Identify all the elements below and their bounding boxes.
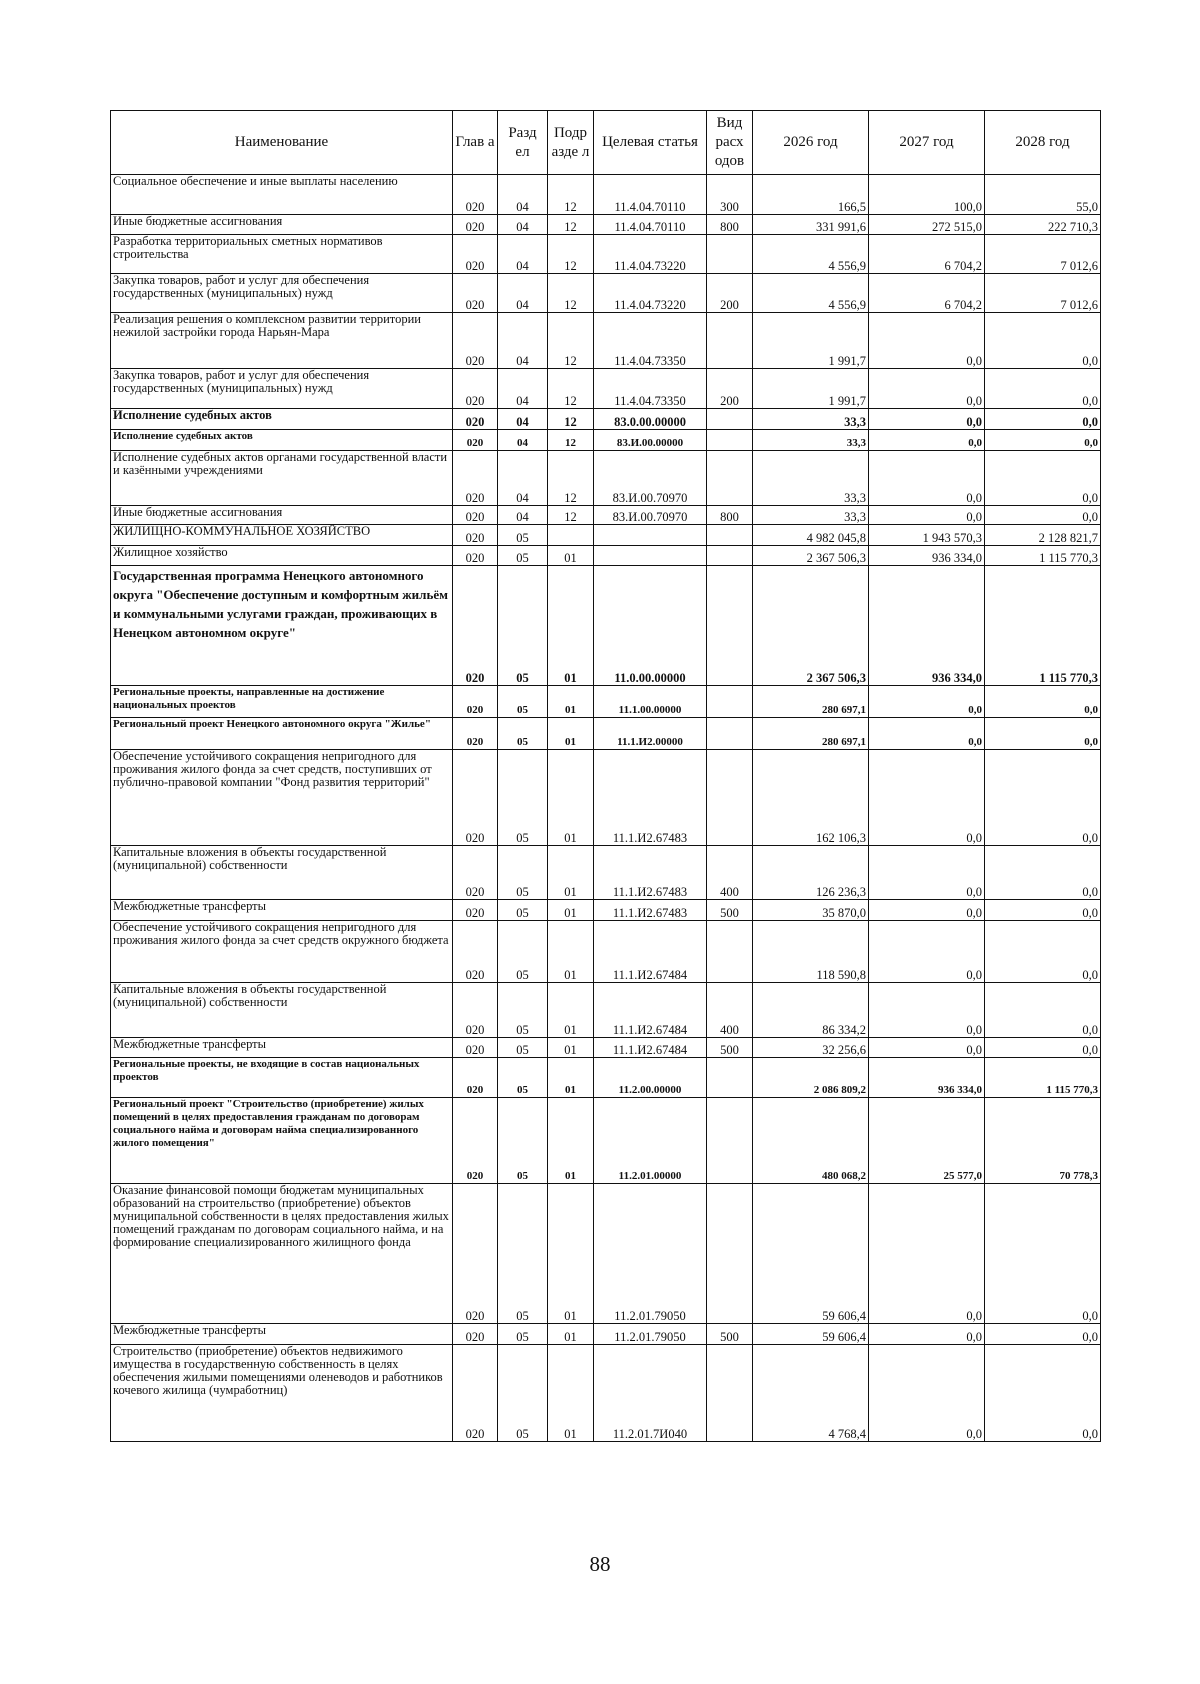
cell-razdel: 05 — [498, 718, 548, 750]
cell-expense-type — [707, 409, 753, 430]
header-year-2027: 2027 год — [869, 111, 985, 175]
table-row — [111, 1345, 1101, 1442]
cell-razdel: 04 — [498, 175, 548, 215]
table-row — [111, 900, 1101, 921]
cell-target-article: 83.И.00.70970 — [594, 451, 707, 506]
cell-year-2027: 0,0 — [869, 369, 985, 409]
cell-year-2028: 0,0 — [985, 718, 1101, 750]
cell-expense-type — [707, 1098, 753, 1184]
cell-year-2026: 280 697,1 — [753, 686, 869, 718]
cell-glava: 020 — [453, 430, 498, 451]
cell-year-2028: 0,0 — [985, 846, 1101, 900]
cell-target-article: 11.1.И2.00000 — [594, 718, 707, 750]
cell-name: Иные бюджетные ассигнования — [111, 215, 453, 235]
cell-target-article: 11.2.01.79050 — [594, 1184, 707, 1324]
header-expense-type: Вид расх одов — [707, 111, 753, 175]
cell-expense-type — [707, 566, 753, 686]
cell-year-2026: 480 068,2 — [753, 1098, 869, 1184]
table-row — [111, 546, 1101, 566]
cell-year-2028: 0,0 — [985, 983, 1101, 1038]
cell-expense-type: 400 — [707, 983, 753, 1038]
cell-target-article: 11.2.00.00000 — [594, 1058, 707, 1098]
cell-year-2026: 32 256,6 — [753, 1038, 869, 1058]
cell-year-2028: 0,0 — [985, 430, 1101, 451]
cell-year-2027: 0,0 — [869, 983, 985, 1038]
cell-year-2028: 1 115 770,3 — [985, 546, 1101, 566]
cell-target-article: 11.1.И2.67483 — [594, 750, 707, 846]
cell-year-2027: 0,0 — [869, 1345, 985, 1442]
cell-target-article — [594, 546, 707, 566]
cell-glava: 020 — [453, 1098, 498, 1184]
cell-name: Межбюджетные трансферты — [111, 1324, 453, 1345]
cell-year-2027: 0,0 — [869, 409, 985, 430]
cell-name: Капитальные вложения в объекты государственной (муниципальной) собственности — [111, 846, 453, 900]
cell-podrazdel: 01 — [548, 900, 594, 921]
cell-year-2028: 0,0 — [985, 1184, 1101, 1324]
cell-name: Исполнение судебных актов органами государственной власти и казёнными учреждениями — [111, 451, 453, 506]
cell-year-2027: 100,0 — [869, 175, 985, 215]
table-row — [111, 921, 1101, 983]
cell-expense-type — [707, 235, 753, 274]
cell-year-2028: 7 012,6 — [985, 274, 1101, 313]
cell-target-article: 11.4.04.70110 — [594, 215, 707, 235]
cell-expense-type — [707, 686, 753, 718]
cell-name: Региональный проект Ненецкого автономного округа "Жилье" — [111, 718, 453, 750]
cell-name: Разработка территориальных сметных нормативов строительства — [111, 235, 453, 274]
cell-podrazdel: 01 — [548, 921, 594, 983]
cell-year-2028: 0,0 — [985, 921, 1101, 983]
table-row — [111, 846, 1101, 900]
cell-expense-type — [707, 430, 753, 451]
cell-podrazdel: 01 — [548, 1038, 594, 1058]
cell-year-2026: 1 991,7 — [753, 369, 869, 409]
header-glava: Глав а — [453, 111, 498, 175]
cell-glava: 020 — [453, 718, 498, 750]
page-number: 88 — [589, 1552, 611, 1576]
cell-podrazdel: 01 — [548, 1324, 594, 1345]
cell-glava: 020 — [453, 369, 498, 409]
cell-target-article: 11.2.01.7И040 — [594, 1345, 707, 1442]
cell-expense-type: 500 — [707, 1324, 753, 1345]
cell-year-2028: 55,0 — [985, 175, 1101, 215]
table-row — [111, 274, 1101, 313]
cell-name: Обеспечение устойчивого сокращения непригодного для проживания жилого фонда за счет средств, поступивших от публично-правовой компании "Фонд развития территорий" — [111, 750, 453, 846]
cell-glava: 020 — [453, 846, 498, 900]
cell-target-article: 83.И.00.70970 — [594, 506, 707, 525]
header-year-2026: 2026 год — [753, 111, 869, 175]
cell-year-2028: 0,0 — [985, 686, 1101, 718]
cell-razdel: 04 — [498, 409, 548, 430]
cell-razdel: 05 — [498, 686, 548, 718]
cell-name: Исполнение судебных актов — [111, 430, 453, 451]
cell-podrazdel: 12 — [548, 215, 594, 235]
cell-razdel: 04 — [498, 506, 548, 525]
cell-expense-type — [707, 1345, 753, 1442]
cell-name: Региональные проекты, направленные на достижение национальных проектов — [111, 686, 453, 718]
cell-year-2028: 0,0 — [985, 506, 1101, 525]
cell-expense-type: 800 — [707, 215, 753, 235]
cell-year-2027: 0,0 — [869, 1324, 985, 1345]
cell-year-2028: 0,0 — [985, 900, 1101, 921]
cell-name: Исполнение судебных актов — [111, 409, 453, 430]
cell-year-2028: 7 012,6 — [985, 235, 1101, 274]
cell-name: Межбюджетные трансферты — [111, 1038, 453, 1058]
cell-year-2027: 0,0 — [869, 921, 985, 983]
cell-year-2026: 59 606,4 — [753, 1184, 869, 1324]
cell-glava: 020 — [453, 1058, 498, 1098]
header-target-article: Целевая статья — [594, 111, 707, 175]
cell-name: Реализация решения о комплексном развитии территории нежилой застройки города Нарьян-Мара — [111, 313, 453, 369]
cell-name: ЖИЛИЩНО-КОММУНАЛЬНОЕ ХОЗЯЙСТВО — [111, 525, 453, 546]
table-row — [111, 750, 1101, 846]
cell-razdel: 05 — [498, 1038, 548, 1058]
cell-podrazdel: 01 — [548, 846, 594, 900]
cell-podrazdel: 12 — [548, 313, 594, 369]
cell-podrazdel: 12 — [548, 235, 594, 274]
cell-glava: 020 — [453, 1184, 498, 1324]
cell-year-2027: 936 334,0 — [869, 1058, 985, 1098]
table-row — [111, 451, 1101, 506]
cell-target-article: 11.0.00.00000 — [594, 566, 707, 686]
cell-glava: 020 — [453, 175, 498, 215]
cell-year-2027: 1 943 570,3 — [869, 525, 985, 546]
cell-glava: 020 — [453, 686, 498, 718]
cell-podrazdel: 12 — [548, 175, 594, 215]
cell-razdel: 05 — [498, 750, 548, 846]
cell-year-2027: 0,0 — [869, 686, 985, 718]
cell-razdel: 04 — [498, 430, 548, 451]
cell-podrazdel: 01 — [548, 718, 594, 750]
cell-year-2026: 2 367 506,3 — [753, 546, 869, 566]
cell-glava: 020 — [453, 409, 498, 430]
cell-year-2026: 33,3 — [753, 506, 869, 525]
cell-expense-type: 500 — [707, 1038, 753, 1058]
cell-year-2027: 0,0 — [869, 846, 985, 900]
cell-year-2027: 0,0 — [869, 750, 985, 846]
cell-target-article — [594, 525, 707, 546]
cell-glava: 020 — [453, 983, 498, 1038]
cell-year-2026: 86 334,2 — [753, 983, 869, 1038]
cell-year-2026: 4 768,4 — [753, 1345, 869, 1442]
cell-razdel: 04 — [498, 313, 548, 369]
table-row — [111, 718, 1101, 750]
cell-podrazdel: 01 — [548, 1098, 594, 1184]
cell-name: Жилищное хозяйство — [111, 546, 453, 566]
cell-razdel: 05 — [498, 921, 548, 983]
cell-year-2026: 280 697,1 — [753, 718, 869, 750]
cell-glava: 020 — [453, 1324, 498, 1345]
table-row — [111, 215, 1101, 235]
table-row — [111, 1038, 1101, 1058]
cell-podrazdel: 01 — [548, 1184, 594, 1324]
cell-glava: 020 — [453, 506, 498, 525]
table-row — [111, 1184, 1101, 1324]
cell-razdel: 04 — [498, 451, 548, 506]
cell-name: Капитальные вложения в объекты государственной (муниципальной) собственности — [111, 983, 453, 1038]
cell-year-2026: 166,5 — [753, 175, 869, 215]
cell-podrazdel: 12 — [548, 430, 594, 451]
cell-year-2028: 0,0 — [985, 1345, 1101, 1442]
cell-year-2028: 1 115 770,3 — [985, 1058, 1101, 1098]
cell-year-2028: 0,0 — [985, 313, 1101, 369]
cell-podrazdel: 01 — [548, 566, 594, 686]
cell-name: Государственная программа Ненецкого автономного округа "Обеспечение доступным и комфортным жильём и коммунальными услугами граждан, проживающих в Ненецком автономном округе" — [111, 566, 453, 686]
cell-target-article: 11.2.01.79050 — [594, 1324, 707, 1345]
table-row — [111, 369, 1101, 409]
cell-glava: 020 — [453, 1038, 498, 1058]
cell-target-article: 11.4.04.70110 — [594, 175, 707, 215]
table-row — [111, 235, 1101, 274]
cell-year-2026: 162 106,3 — [753, 750, 869, 846]
cell-year-2027: 0,0 — [869, 900, 985, 921]
cell-year-2026: 2 086 809,2 — [753, 1058, 869, 1098]
cell-year-2026: 33,3 — [753, 451, 869, 506]
cell-name: Межбюджетные трансферты — [111, 900, 453, 921]
cell-year-2028: 70 778,3 — [985, 1098, 1101, 1184]
cell-target-article: 83.0.00.00000 — [594, 409, 707, 430]
budget-table — [110, 110, 1101, 1442]
cell-year-2028: 1 115 770,3 — [985, 566, 1101, 686]
cell-razdel: 04 — [498, 369, 548, 409]
cell-year-2026: 4 556,9 — [753, 274, 869, 313]
cell-target-article: 11.1.И2.67484 — [594, 921, 707, 983]
header-name: Наименование — [111, 111, 453, 175]
cell-year-2028: 0,0 — [985, 369, 1101, 409]
cell-name: Оказание финансовой помощи бюджетам муниципальных образований на строительство (приобретение) объектов муниципальной собственности в целях предоставления жилых помещений гражданам по договорам социального найма, и на формирование специализированного жилищного фонда — [111, 1184, 453, 1324]
cell-name: Закупка товаров, работ и услуг для обеспечения государственных (муниципальных) нужд — [111, 274, 453, 313]
cell-podrazdel: 01 — [548, 1058, 594, 1098]
cell-year-2028: 0,0 — [985, 1324, 1101, 1345]
cell-podrazdel — [548, 525, 594, 546]
cell-year-2027: 272 515,0 — [869, 215, 985, 235]
cell-year-2026: 33,3 — [753, 430, 869, 451]
table-row — [111, 1324, 1101, 1345]
cell-year-2027: 936 334,0 — [869, 566, 985, 686]
table-row — [111, 506, 1101, 525]
cell-year-2026: 126 236,3 — [753, 846, 869, 900]
cell-expense-type — [707, 451, 753, 506]
cell-podrazdel: 01 — [548, 546, 594, 566]
cell-name: Обеспечение устойчивого сокращения непригодного для проживания жилого фонда за счет средств окружного бюджета — [111, 921, 453, 983]
cell-year-2027: 0,0 — [869, 506, 985, 525]
cell-target-article: 11.1.00.00000 — [594, 686, 707, 718]
cell-razdel: 05 — [498, 566, 548, 686]
cell-year-2028: 0,0 — [985, 750, 1101, 846]
cell-razdel: 05 — [498, 1058, 548, 1098]
cell-year-2027: 0,0 — [869, 313, 985, 369]
cell-year-2028: 0,0 — [985, 1038, 1101, 1058]
cell-expense-type — [707, 1058, 753, 1098]
cell-year-2028: 2 128 821,7 — [985, 525, 1101, 546]
cell-podrazdel: 12 — [548, 451, 594, 506]
cell-glava: 020 — [453, 215, 498, 235]
cell-year-2028: 0,0 — [985, 409, 1101, 430]
table-header-row — [111, 111, 1101, 175]
table-body — [111, 175, 1101, 1442]
cell-target-article: 11.1.И2.67483 — [594, 900, 707, 921]
cell-year-2028: 222 710,3 — [985, 215, 1101, 235]
cell-year-2027: 0,0 — [869, 451, 985, 506]
cell-razdel: 04 — [498, 215, 548, 235]
cell-expense-type: 400 — [707, 846, 753, 900]
cell-year-2026: 331 991,6 — [753, 215, 869, 235]
cell-glava: 020 — [453, 313, 498, 369]
cell-razdel: 05 — [498, 1324, 548, 1345]
table-row — [111, 313, 1101, 369]
table-row — [111, 430, 1101, 451]
cell-razdel: 05 — [498, 1345, 548, 1442]
cell-glava: 020 — [453, 546, 498, 566]
cell-target-article: 11.2.01.00000 — [594, 1098, 707, 1184]
cell-razdel: 05 — [498, 546, 548, 566]
cell-expense-type — [707, 313, 753, 369]
cell-expense-type — [707, 525, 753, 546]
cell-name: Иные бюджетные ассигнования — [111, 506, 453, 525]
cell-name: Закупка товаров, работ и услуг для обеспечения государственных (муниципальных) нужд — [111, 369, 453, 409]
cell-razdel: 04 — [498, 274, 548, 313]
cell-target-article: 11.1.И2.67484 — [594, 1038, 707, 1058]
cell-expense-type — [707, 1184, 753, 1324]
cell-year-2027: 0,0 — [869, 1038, 985, 1058]
cell-razdel: 05 — [498, 1184, 548, 1324]
cell-target-article: 83.И.00.00000 — [594, 430, 707, 451]
cell-expense-type — [707, 546, 753, 566]
cell-year-2026: 4 982 045,8 — [753, 525, 869, 546]
cell-expense-type: 200 — [707, 369, 753, 409]
cell-year-2027: 6 704,2 — [869, 274, 985, 313]
table-row — [111, 1098, 1101, 1184]
cell-glava: 020 — [453, 525, 498, 546]
cell-razdel: 05 — [498, 983, 548, 1038]
cell-name: Социальное обеспечение и иные выплаты населению — [111, 175, 453, 215]
cell-year-2027: 936 334,0 — [869, 546, 985, 566]
cell-podrazdel: 12 — [548, 274, 594, 313]
cell-glava: 020 — [453, 235, 498, 274]
cell-year-2028: 0,0 — [985, 451, 1101, 506]
cell-podrazdel: 01 — [548, 983, 594, 1038]
cell-year-2027: 0,0 — [869, 1184, 985, 1324]
cell-podrazdel: 01 — [548, 686, 594, 718]
cell-razdel: 04 — [498, 235, 548, 274]
cell-expense-type — [707, 750, 753, 846]
cell-glava: 020 — [453, 566, 498, 686]
cell-year-2027: 0,0 — [869, 718, 985, 750]
cell-year-2026: 4 556,9 — [753, 235, 869, 274]
cell-year-2026: 33,3 — [753, 409, 869, 430]
cell-expense-type: 300 — [707, 175, 753, 215]
cell-year-2026: 59 606,4 — [753, 1324, 869, 1345]
cell-expense-type — [707, 718, 753, 750]
cell-year-2026: 35 870,0 — [753, 900, 869, 921]
header-year-2028: 2028 год — [985, 111, 1101, 175]
table-row — [111, 566, 1101, 686]
cell-glava: 020 — [453, 900, 498, 921]
cell-name: Региональные проекты, не входящие в состав национальных проектов — [111, 1058, 453, 1098]
cell-podrazdel: 01 — [548, 750, 594, 846]
table-row — [111, 1058, 1101, 1098]
cell-year-2026: 118 590,8 — [753, 921, 869, 983]
table-row — [111, 686, 1101, 718]
cell-year-2027: 6 704,2 — [869, 235, 985, 274]
cell-expense-type: 800 — [707, 506, 753, 525]
cell-expense-type: 500 — [707, 900, 753, 921]
cell-podrazdel: 01 — [548, 1345, 594, 1442]
cell-razdel: 05 — [498, 846, 548, 900]
cell-target-article: 11.1.И2.67484 — [594, 983, 707, 1038]
cell-glava: 020 — [453, 451, 498, 506]
cell-year-2026: 2 367 506,3 — [753, 566, 869, 686]
cell-year-2027: 0,0 — [869, 430, 985, 451]
cell-name: Региональный проект "Строительство (приобретение) жилых помещений в целях предоставления гражданам по договорам социального найма и договорам найма специализированного жилого помещения" — [111, 1098, 453, 1184]
header-razdel: Разд ел — [498, 111, 548, 175]
cell-razdel: 05 — [498, 900, 548, 921]
cell-podrazdel: 12 — [548, 369, 594, 409]
table-row — [111, 409, 1101, 430]
cell-glava: 020 — [453, 274, 498, 313]
cell-podrazdel: 12 — [548, 409, 594, 430]
table-row — [111, 525, 1101, 546]
cell-glava: 020 — [453, 1345, 498, 1442]
cell-glava: 020 — [453, 750, 498, 846]
cell-expense-type: 200 — [707, 274, 753, 313]
cell-name: Строительство (приобретение) объектов недвижимого имущества в государственную собственность в целях обеспечения жилыми помещениями оленеводов и работников кочевого жилища (чумработниц) — [111, 1345, 453, 1442]
cell-target-article: 11.1.И2.67483 — [594, 846, 707, 900]
cell-target-article: 11.4.04.73220 — [594, 235, 707, 274]
cell-target-article: 11.4.04.73350 — [594, 369, 707, 409]
cell-glava: 020 — [453, 921, 498, 983]
cell-target-article: 11.4.04.73350 — [594, 313, 707, 369]
cell-target-article: 11.4.04.73220 — [594, 274, 707, 313]
cell-expense-type — [707, 921, 753, 983]
cell-year-2027: 25 577,0 — [869, 1098, 985, 1184]
header-podrazdel: Подр азде л — [548, 111, 594, 175]
cell-year-2026: 1 991,7 — [753, 313, 869, 369]
table-row — [111, 983, 1101, 1038]
cell-podrazdel: 12 — [548, 506, 594, 525]
table-row — [111, 175, 1101, 215]
cell-razdel: 05 — [498, 525, 548, 546]
cell-razdel: 05 — [498, 1098, 548, 1184]
